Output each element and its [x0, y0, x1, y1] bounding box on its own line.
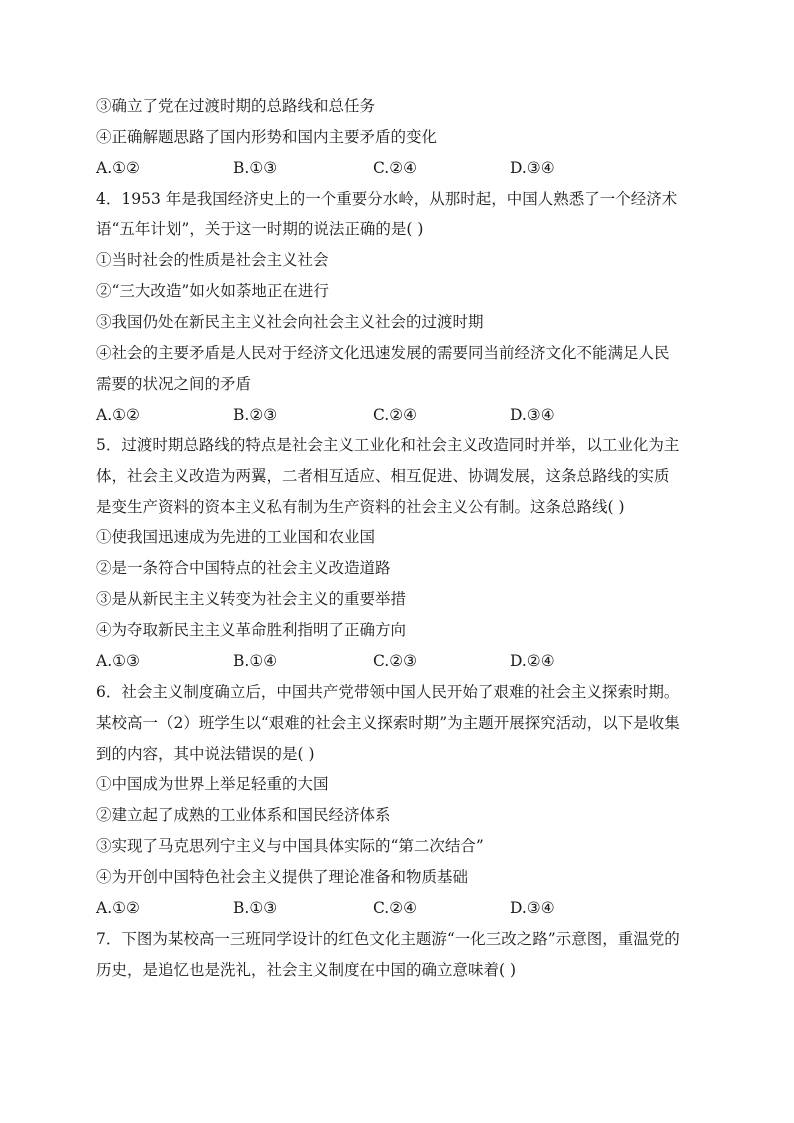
- question-item: ②建立起了成熟的工业体系和国民经济体系: [96, 806, 391, 824]
- question-item: ③确立了党在过渡时期的总路线和总任务: [96, 97, 376, 115]
- question-7-stem: 历史，是追忆也是洗礼，社会主义制度在中国的确立意味着( ): [96, 961, 517, 979]
- question-item: 需要的状况之间的矛盾: [96, 375, 252, 393]
- question-item: ④为开创中国特色社会主义提供了理论准备和物质基础: [96, 868, 469, 886]
- option-c[interactable]: C.②④: [373, 159, 418, 177]
- option-d[interactable]: D.②④: [510, 652, 555, 670]
- question-5-stem: 5．过渡时期总路线的特点是社会主义工业化和社会主义改造同时并举，以工业化为主: [96, 436, 680, 454]
- question-item: ②是一条符合中国特点的社会主义改造道路: [96, 559, 391, 577]
- option-d[interactable]: D.③④: [510, 159, 555, 177]
- question-item: ②“三大改造”如火如荼地正在进行: [96, 282, 329, 300]
- option-a[interactable]: A.①③: [96, 652, 140, 670]
- question-4-stem: 语“五年计划”，关于这一时期的说法正确的是( ): [96, 220, 424, 238]
- option-d[interactable]: D.③④: [510, 406, 555, 424]
- question-item: ③实现了马克思列宁主义与中国具体实际的“第二次结合”: [96, 837, 484, 855]
- answer-options: [96, 651, 706, 671]
- option-b[interactable]: B.②③: [233, 406, 278, 424]
- option-a[interactable]: A.①②: [96, 159, 140, 177]
- option-b[interactable]: B.①③: [233, 159, 278, 177]
- question-item: ③我国仍处在新民主主义社会向社会主义社会的过渡时期: [96, 313, 484, 331]
- question-item: ①中国成为世界上举足轻重的大国: [96, 775, 329, 793]
- question-6-stem: 某校高一（2）班学生以“艰难的社会主义探索时期”为主题开展探究活动，以下是收集: [96, 714, 680, 732]
- option-a[interactable]: A.①②: [96, 899, 140, 917]
- question-item: ①当时社会的性质是社会主义社会: [96, 251, 329, 269]
- question-5-stem: 是变生产资料的资本主义私有制为生产资料的社会主义公有制。这条总路线( ): [96, 498, 625, 516]
- question-item: ①使我国迅速成为先进的工业国和农业国: [96, 528, 376, 546]
- answer-options: [96, 158, 706, 178]
- option-b[interactable]: B.①③: [233, 899, 278, 917]
- question-item: ④正确解题思路了国内形势和国内主要矛盾的变化: [96, 128, 438, 146]
- answer-options: [96, 405, 706, 425]
- option-b[interactable]: B.①④: [233, 652, 278, 670]
- question-5-stem: 体，社会主义改造为两翼，二者相互适应、相互促进、协调发展，这条总路线的实质: [96, 467, 670, 485]
- option-c[interactable]: C.②④: [373, 406, 418, 424]
- question-6-stem: 到的内容，其中说法错误的是( ): [96, 745, 315, 763]
- question-6-stem: 6．社会主义制度确立后，中国共产党带领中国人民开始了艰难的社会主义探索时期。: [96, 683, 680, 701]
- question-item: ④社会的主要矛盾是人民对于经济文化迅速发展的需要同当前经济文化不能满足人民: [96, 344, 670, 362]
- option-a[interactable]: A.①②: [96, 406, 140, 424]
- question-item: ④为夺取新民主主义革命胜利指明了正确方向: [96, 621, 407, 639]
- question-7-stem: 7．下图为某校高一三班同学设计的红色文化主题游“一化三改之路”示意图，重温党的: [96, 930, 680, 948]
- answer-options: [96, 898, 706, 918]
- option-d[interactable]: D.③④: [510, 899, 555, 917]
- option-c[interactable]: C.②④: [373, 899, 418, 917]
- question-4-stem: 4．1953 年是我国经济史上的一个重要分水岭，从那时起，中国人熟悉了一个经济术: [96, 190, 678, 208]
- option-c[interactable]: C.②③: [373, 652, 418, 670]
- question-item: ③是从新民主主义转变为社会主义的重要举措: [96, 590, 407, 608]
